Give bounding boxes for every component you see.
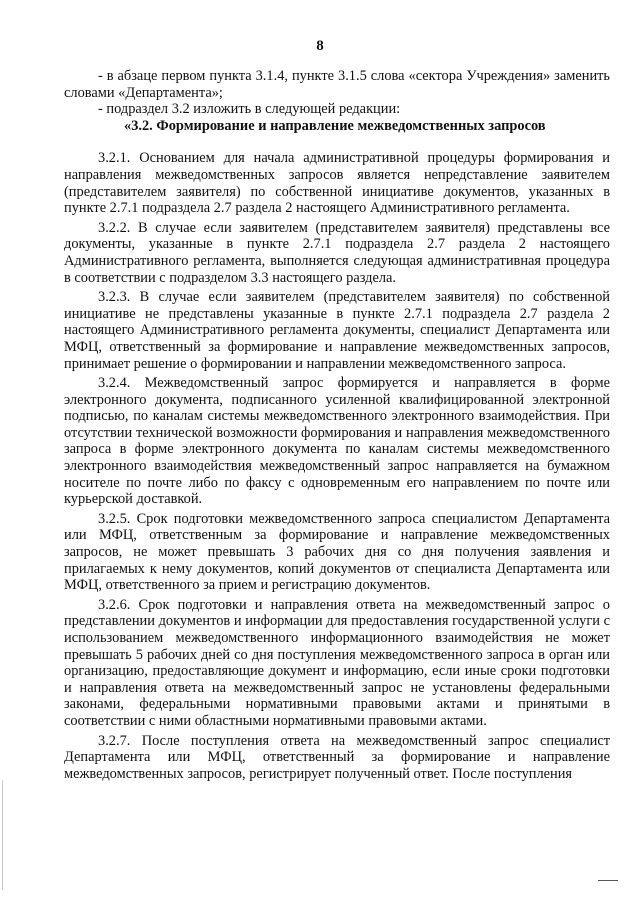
paragraph-3-2-6: 3.2.6. Срок подготовки и направления ответа на межведомственный запрос о представлении документов и информации для предоставления государственной услуги с использованием межведомственного информационного взаимодействия не может превышать 5 рабочих дней со дня поступления межведомственного запроса в орган или организацию, предоставляющие документ и информацию, если иные сроки подготовки и направления ответа на межведомственный запрос не установлены федеральными законами, федеральными нормативными правовыми актами и принятыми в соответствии с ними областными нормативными правовыми актами.: [64, 596, 610, 729]
amendment-item-2: - подраздел 3.2 изложить в следующей редакции:: [98, 101, 401, 118]
paragraph-3-2-3: 3.2.3. В случае если заявителем (представителем заявителя) по собственной инициативе не представлены указанные в пункте 2.7.1 подраздела 2.7 раздела 2 настоящего Административного регламента документы, специалист Департамента или МФЦ, ответственный за формирование и направление межведомственных запросов, принимает решение о формировании и направлении межведомственного запроса.: [64, 289, 610, 372]
document-body: [64, 68, 610, 785]
paragraph-3-2-5: 3.2.5. Срок подготовки межведомственного запроса специалистом Департамента или МФЦ, ответственным за формирование и направление межведомственных запросов, не может превышать 3 рабочих дня со дня получения заявления и прилагаемых к нему документов, копий документов от специалиста Департамента или МФЦ, ответственного за прием и регистрацию документов.: [64, 510, 610, 594]
paragraph-3-2-4: 3.2.4. Межведомственный запрос формируется и направляется в форме электронного документа, подписанного усиленной квалифицированной электронной подписью, по каналам системы межведомственного электронного взаимодействия. При отсутствии технической возможности формирования и направления межведомственного запроса в форме электронного документа по каналам системы межведомственного электронного взаимодействия межведомственный запрос направляется на бумажном носителе по почте либо по факсу с одновременным его направлением по почте или курьерской доставкой.: [64, 375, 610, 508]
scan-edge-line: [2, 780, 3, 890]
paragraph-3-2-7: 3.2.7. После поступления ответа на межведомственный запрос специалист Департамента или МФЦ, ответственный за формирование и направление межведомственных запросов, регистрирует полученный ответ. После поступления: [64, 732, 610, 782]
paragraph-3-2-1: 3.2.1. Основанием для начала административной процедуры формирования и направления межведомственных запросов является непредставление заявителем (представителем заявителя) по собственной инициативе документов, указанных в пункте 2.7.1 подраздела 2.7 раздела 2 настоящего Административного регламента.: [64, 150, 610, 217]
page-number: 8: [316, 38, 324, 54]
section-heading: «3.2. Формирование и направление межведомственных запросов: [124, 117, 546, 134]
amendment-item-1: - в абзаце первом пункта 3.1.4, пункте 3.1.5 слова «сектора Учреждения» заменить словами «Департамента»;: [64, 68, 610, 101]
scan-edge-mark: [598, 880, 618, 881]
paragraph-3-2-2: 3.2.2. В случае если заявителем (представителем заявителя) представлены все документы, указанные в пункте 2.7.1 подраздела 2.7 раздела 2 настоящего Административного регламента, выполняется следующая административная процедура в соответствии с подразделом 3.3 настоящего раздела.: [64, 219, 610, 286]
